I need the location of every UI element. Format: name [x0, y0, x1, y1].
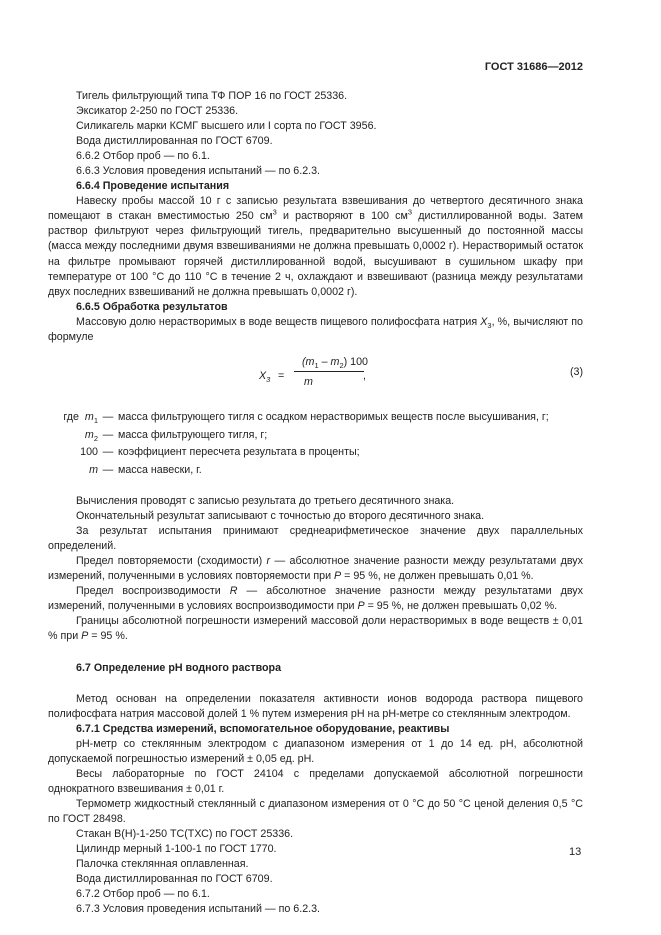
where-lead: где — [63, 410, 79, 423]
clause-sampling: 6.7.2 Отбор проб — по 6.1. — [76, 888, 210, 901]
section-heading-67: 6.7 Определение рН водного раствора — [76, 662, 282, 675]
equipment-line: Силикагель марки КСМГ высшего или I сорта по ГОСТ 3956. — [76, 120, 377, 133]
equipment-line: Стакан В(Н)-1-250 ТС(ТХС) по ГОСТ 25336. — [76, 827, 294, 840]
where-row: где $m_1$ — масса фильтрующего тигля с осадком нерастворимых веществ после высушивания, г; — [63, 410, 549, 425]
formula-denominator: m — [304, 375, 313, 388]
formula-numerator: $(m_1 - m_2)$ 100 — [302, 355, 368, 370]
equipment-line: Вода дистиллированная по ГОСТ 6709. — [76, 873, 273, 886]
equipment-line: Палочка стеклянная оплавленная. — [76, 858, 249, 871]
equipment-line: Вода дистиллированная по ГОСТ 6709. — [76, 135, 273, 148]
formula-number: (3) — [569, 365, 583, 378]
equipment-line: Эксикатор 2-250 по ГОСТ 25336. — [76, 105, 239, 118]
equipment-line: Цилиндр мерный 1-100-1 по ГОСТ 1770. — [76, 842, 277, 855]
calc-paragraph: Окончательный результат записывают с точностью до второго десятичного знака. — [76, 510, 485, 523]
calc-paragraph: За результат испытания принимают среднеарифметическое значение двух параллельных определений. — [48, 525, 583, 553]
ph-meter-paragraph: рН-метр со стеклянным электродом с диапазоном измерения от 1 до 14 ед. рН, абсолютной допускаемой погрешностью измерений ± 0,05 ед. рН. — [48, 737, 583, 765]
fraction-bar — [294, 371, 364, 372]
test-procedure-paragraph: Навеску пробы массой 10 г с записью результата взвешивания до четвертого десятичного знака помещают в стакан вместимостью 250 $см^3$ и растворяют в 100 $см^3$ дистиллированной воды. Затем раствор фильтруют через фильтрующий тигель, предварительно высушенный до постоянной массы (масса между последними двумя взвешиваниями не должна превышать 0,0002 г). Нерастворимый остаток на фильтре промывают горячей дистиллированной водой, высушивают в сушильном шкафу при температуре от 100 °С до 110 °С в течение 2 ч, охлаждают и взвешивают (разница между результатами двух последних взвешиваний не должна превышать 0,0002 г). — [48, 195, 583, 298]
page-content — [48, 89, 583, 917]
repeatability-paragraph: Предел повторяемости (сходимости) r — абсолютное значение разности между результатами двух измерений, полученными в условиях повторяемости при P = 95 %, не должен превышать 0,01 %. — [48, 555, 583, 583]
clause-conditions: 6.7.3 Условия проведения испытаний — по 6.2.3. — [76, 903, 321, 916]
error-bounds-paragraph: Границы абсолютной погрешности измерений массовой доли нерастворимых в воде веществ ± 0,01 % при P = 95 %. — [48, 615, 583, 643]
formula-3 — [48, 354, 583, 400]
section-heading-671: 6.7.1 Средства измерений, вспомогательное оборудование, реактивы — [76, 722, 450, 735]
scales-paragraph: Весы лабораторные по ГОСТ 24104 с пределами допускаемой абсолютной погрешности однократного взвешивания ± 0,01 г. — [48, 767, 583, 795]
where-row: $m_2$ — масса фильтрующего тигля, г; — [84, 428, 268, 443]
where-legend — [48, 409, 549, 480]
thermometer-paragraph: Термометр жидкостный стеклянный с диапазоном измерения от 0 °С до 50 °С ценой деления 0,5 °С по ГОСТ 28498. — [48, 797, 583, 825]
calc-paragraph: Вычисления проводят с записью результата до третьего десятичного знака. — [76, 494, 455, 507]
where-row: m — масса навески, г. — [89, 464, 202, 477]
clause-conditions: 6.6.3 Условия проведения испытаний — по 6.2.3. — [76, 165, 321, 178]
page-number: 13 — [569, 846, 582, 858]
where-row: 100 — коэффициент пересчета результата в проценты; — [80, 446, 360, 459]
equipment-line: Тигель фильтрующий типа ТФ ПОР 16 по ГОСТ 25336. — [76, 90, 348, 102]
formula-equals: = — [278, 369, 285, 382]
section-heading-664: 6.6.4 Проведение испытания — [76, 180, 230, 193]
formula-lhs: $X_3$ — [259, 369, 271, 384]
reproducibility-paragraph: Предел воспроизводимости R — абсолютное значение разности между результатами двух измерений, полученными в условиях воспроизводимости при P = 95 %, не должен превышать 0,02 %. — [48, 585, 583, 613]
clause-sampling: 6.6.2 Отбор проб — по 6.1. — [76, 150, 210, 163]
standard-code-header: ГОСТ 31686—2012 — [484, 61, 583, 73]
formula-comma: , — [363, 369, 366, 382]
method-paragraph: Метод основан на определении показателя активности ионов водорода раствора пищевого полифосфата натрия массовой долей 1 % путем измерения рН на рН-метре со стеклянным электродом. — [48, 692, 583, 720]
section-heading-665: 6.6.5 Обработка результатов — [76, 300, 228, 313]
formula-intro-paragraph: Массовую долю нерастворимых в воде веществ пищевого полифосфата натрия $X_3$, %, вычисляют по формуле — [48, 315, 583, 343]
